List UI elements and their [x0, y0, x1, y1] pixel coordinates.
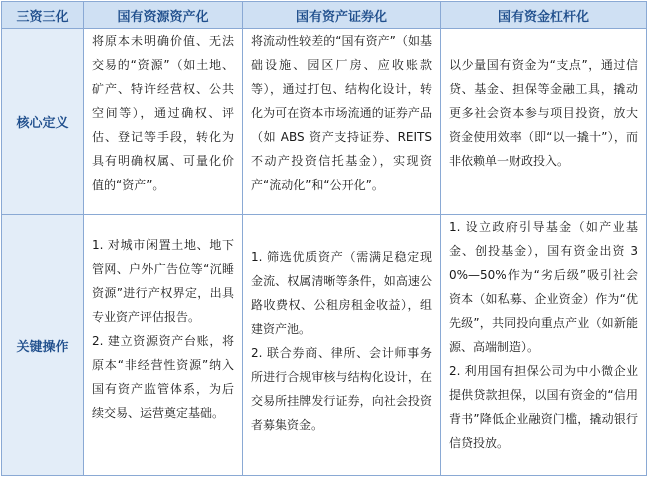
header-cell-asset-securitization: 国有资产证券化: [243, 2, 441, 29]
table-cell: [84, 29, 243, 215]
table-cell: [441, 215, 647, 476]
cell-paragraph: 将流动性较差的“国有资产”（如基础设施、园区厂房、应收账款等），通过打包、结构化设计，转化为可在资本市场流通的证券产品（如 ABS 资产支持证券、REITS 不动产投资信托基金），实现资产“流动化”和“公开化”。: [251, 34, 432, 192]
table-row: [2, 29, 647, 215]
header-cell-fund-leverage: 国有资金杠杆化: [441, 2, 647, 29]
table-cell: [243, 215, 441, 476]
cell-paragraph: 将原本未明确价值、无法交易的“资源”（如土地、矿产、特许经营权、公共空间等），通过确权、评估、登记等手段，转化为具有明确权属、可量化价值的“资产”。: [92, 34, 234, 192]
comparison-table: [1, 1, 647, 476]
cell-paragraph: 以少量国有资金为“支点”，通过信贷、基金、担保等金融工具，撬动更多社会资本参与项目投资，放大资金使用效率（即“以一撬十”），而非依赖单一财政投入。: [449, 58, 638, 168]
row-label-key-operations: 关键操作: [2, 215, 84, 476]
header-cell-category: 三资三化: [2, 2, 84, 29]
table-cell: [84, 215, 243, 476]
cell-paragraph: 2. 建立资源资产台账，将原本“非经营性资源”纳入国有资产监管体系，为后续交易、运营奠定基础。: [92, 334, 234, 420]
table-row: [2, 215, 647, 476]
table-cell: [243, 29, 441, 215]
header-row: [2, 2, 647, 29]
cell-paragraph: 2. 联合券商、律所、会计师事务所进行合规审核与结构化设计，在交易所挂牌发行证券，向社会投资者募集资金。: [251, 346, 432, 432]
table-cell: [441, 29, 647, 215]
cell-paragraph: 1. 设立政府引导基金（如产业基金、创投基金），国有资金出资 30%—50%作为“劣后级”吸引社会资本（如私募、企业资金）作为“优先级”，共同投向重点产业（如新能源、高端制造）。: [449, 220, 638, 354]
cell-paragraph: 1. 对城市闲置土地、地下管网、户外广告位等“沉睡资源”进行产权界定，出具专业资产评估报告。: [92, 238, 234, 324]
header-cell-resource-assetization: 国有资源资产化: [84, 2, 243, 29]
row-label-definition: 核心定义: [2, 29, 84, 215]
cell-paragraph: 2. 利用国有担保公司为中小微企业提供贷款担保，以国有资金的“信用背书”降低企业融资门槛，撬动银行信贷投放。: [449, 364, 638, 450]
cell-paragraph: 1. 筛选优质资产（需满足稳定现金流、权属清晰等条件，如高速公路收费权、公租房租金收益），组建资产池。: [251, 250, 432, 336]
